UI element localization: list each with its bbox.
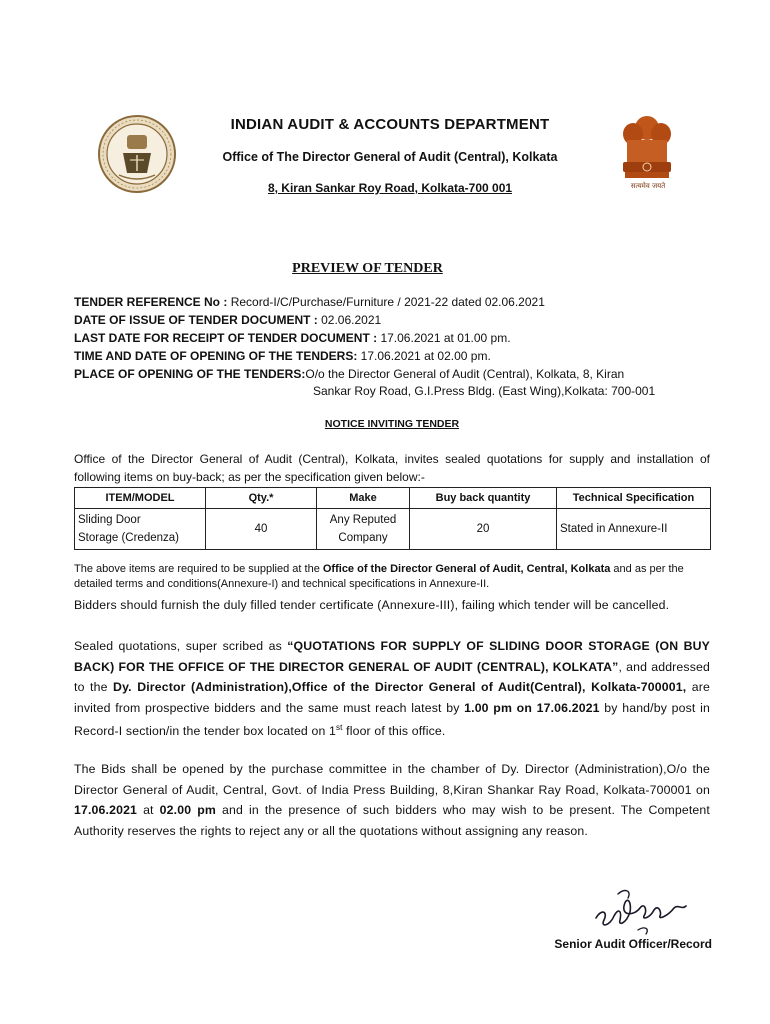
cell-qty: 40 <box>206 509 317 550</box>
item-line2: Storage (Credenza) <box>78 532 179 544</box>
cell-spec: Stated in Annexure-II <box>557 509 711 550</box>
col-qty: Qty.* <box>206 488 317 509</box>
opening-place <box>74 366 624 382</box>
bidders-paragraph: Bidders should furnish the duly filled tender certificate (Annexure-III), failing which tender will be cancelled. <box>74 598 670 612</box>
col-buyback: Buy back quantity <box>410 488 557 509</box>
opening-place-value-line1: O/o the Director General of Audit (Central), Kolkata, 8, Kiran <box>305 367 625 381</box>
emblem-motto: सत्यमेव जयते <box>630 182 666 190</box>
tender-reference <box>74 294 545 310</box>
table-row <box>75 509 711 550</box>
opening-date-value: 17.06.2021 at 02.00 pm. <box>360 349 491 363</box>
sealed-quotation-paragraph <box>74 636 710 742</box>
department-title: INDIAN AUDIT & ACCOUNTS DEPARTMENT <box>230 116 550 133</box>
cell-item <box>75 509 206 550</box>
signatory-designation: Senior Audit Officer/Record <box>554 937 712 951</box>
table-header-row <box>75 488 711 509</box>
sealed-sup: st <box>336 723 343 732</box>
sealed-end: floor of this office. <box>342 724 446 739</box>
tender-reference-label: TENDER REFERENCE No : <box>74 295 231 309</box>
receipt-date-value: 17.06.2021 at 01.00 pm. <box>380 331 511 345</box>
office-title: Office of The Director General of Audit (Central), Kolkata <box>222 150 558 164</box>
col-spec: Technical Specification <box>557 488 711 509</box>
bids-pre: The Bids shall be opened by the purchase committee in the chamber of Dy. Director (Administration),O/o the Director General of Audit, Central, Govt. of India Press Building, 8,Kiran Shankar Ray Road, Kolkata-700001 on <box>74 762 710 797</box>
bids-opening-paragraph <box>74 759 710 841</box>
bids-date: 17.06.2021 <box>74 803 138 817</box>
opening-date <box>74 348 491 364</box>
sealed-mid1: , and addressed to the <box>74 659 710 694</box>
handwritten-signature-icon <box>588 886 698 938</box>
sealed-mid3: by hand/by post in Record-I section/in the tender box located on 1 <box>74 700 710 739</box>
col-item: ITEM/MODEL <box>75 488 206 509</box>
col-make: Make <box>317 488 410 509</box>
sealed-pre: Sealed quotations, super scribed as <box>74 639 288 653</box>
receipt-date-label: LAST DATE FOR RECEIPT OF TENDER DOCUMENT : <box>74 331 381 345</box>
tender-reference-value: Record-I/C/Purchase/Furniture / 2021-22 dated 02.06.2021 <box>230 295 545 309</box>
bids-post: and in the presence of such bidders who may wish to be present. The Competent Authority reserves the rights to reject any or all the quotations without assigning any reason. <box>74 803 710 838</box>
cell-buyback: 20 <box>410 509 557 550</box>
receipt-date <box>74 330 511 346</box>
item-line1: Sliding Door <box>78 514 141 526</box>
intro-paragraph: Office of the Director General of Audit (Central), Kolkata, invites sealed quotations for supply and installation of following items on buy-back; as per the specification given below:- <box>74 452 710 484</box>
make-line1: Any Reputed <box>329 514 397 526</box>
notice-heading: NOTICE INVITING TENDER <box>324 418 460 430</box>
sealed-subject: “QUOTATIONS FOR SUPPLY OF SLIDING DOOR STORAGE (ON BUY BACK) FOR THE OFFICE OF THE DIRECTOR GENERAL OF AUDIT (CENTRAL), KOLKATA” <box>74 639 710 674</box>
supply-post: and as per the detailed terms and conditions(Annexure-I) and technical specifications in Annexure-II. <box>74 563 684 590</box>
sealed-deadline: 1.00 pm on 17.06.2021 <box>464 700 600 715</box>
supply-paragraph <box>74 562 710 592</box>
issue-date <box>74 312 381 328</box>
supply-office: Office of the Director General of Audit, Central, Kolkata <box>322 563 611 575</box>
office-address: 8, Kiran Sankar Roy Road, Kolkata-700 001 <box>267 181 513 195</box>
tender-items-table <box>74 487 711 550</box>
bids-at: at <box>137 803 160 817</box>
page-title: PREVIEW OF TENDER <box>292 261 443 276</box>
sealed-addressee: Dy. Director (Administration),Office of the Director General of Audit(Central), Kolkata-700001, <box>113 680 687 694</box>
issue-date-label: DATE OF ISSUE OF TENDER DOCUMENT : <box>74 313 322 327</box>
supply-pre: The above items are required to be supplied at the <box>74 563 323 575</box>
cell-make <box>317 509 410 550</box>
opening-place-label: PLACE OF OPENING OF THE TENDERS: <box>74 367 306 381</box>
make-line2: Company <box>338 532 388 544</box>
opening-date-label: TIME AND DATE OF OPENING OF THE TENDERS: <box>74 349 361 363</box>
opening-place-value-line2: Sankar Roy Road, G.I.Press Bldg. (East Wing),Kolkata: 700-001 <box>313 384 656 398</box>
issue-date-value: 02.06.2021 <box>321 313 382 327</box>
sealed-mid2: are invited from prospective bidders and the same must reach latest by <box>74 680 710 715</box>
bids-time: 02.00 pm <box>159 803 216 817</box>
